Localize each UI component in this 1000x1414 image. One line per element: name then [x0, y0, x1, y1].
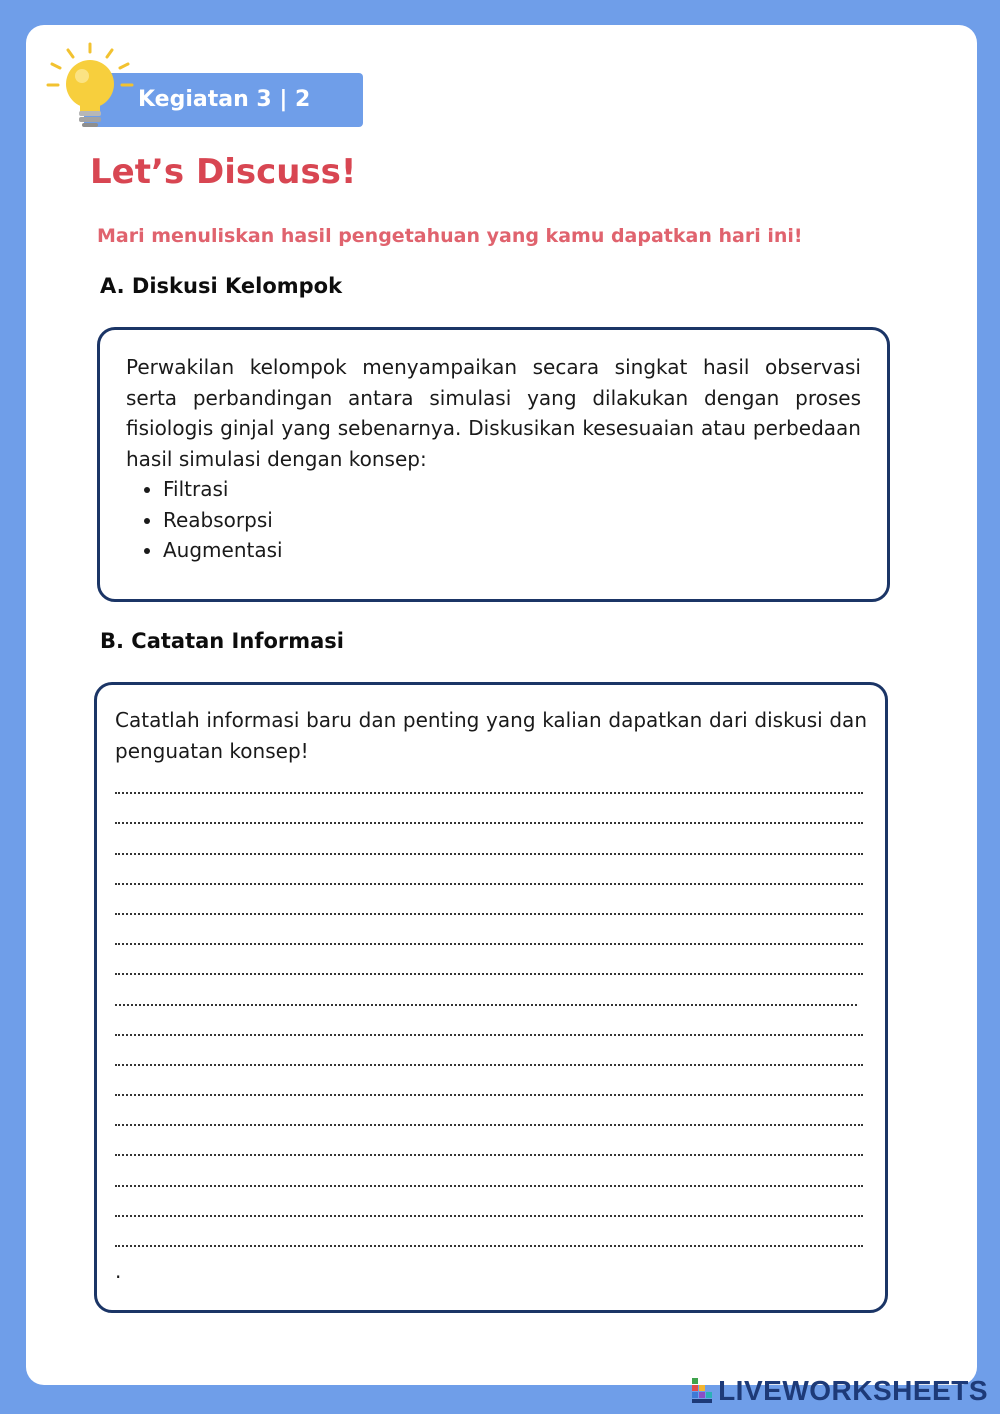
page-subtitle: Mari menuliskan hasil pengetahuan yang kamu dapatkan hari ini!	[97, 225, 803, 247]
answer-line[interactable]	[115, 804, 863, 834]
list-item: • Reabsorpsi	[163, 505, 861, 536]
answer-line[interactable]	[115, 1227, 863, 1257]
answer-line[interactable]	[115, 1016, 863, 1046]
answer-line[interactable]	[115, 985, 857, 1015]
answer-line[interactable]	[115, 1166, 863, 1196]
group-discussion-box	[97, 327, 890, 602]
answer-line[interactable]	[115, 1046, 863, 1076]
lightbulb-icon	[44, 40, 136, 132]
answer-lines	[115, 774, 867, 1283]
activity-badge: Kegiatan 3 | 2	[84, 73, 363, 127]
list-item: • Filtrasi	[163, 474, 861, 505]
answer-line[interactable]	[115, 1197, 863, 1227]
discussion-instruction: Perwakilan kelompok menyampaikan secara singkat hasil observasi serta perbandingan antara simulasi yang dilakukan dengan proses fisiologis ginjal yang sebenarnya. Diskusikan kesesuaian atau perbedaan hasil simulasi dengan konsep:	[126, 355, 861, 471]
section-b-heading: B. Catatan Informasi	[100, 629, 344, 653]
section-a-heading: A. Diskusi Kelompok	[100, 274, 343, 298]
information-notes-box	[94, 682, 888, 1313]
answer-line[interactable]	[115, 925, 863, 955]
line-end-mark: .	[115, 1259, 122, 1283]
answer-line[interactable]	[115, 1106, 863, 1136]
answer-line[interactable]	[115, 1136, 863, 1166]
answer-line[interactable]	[115, 1076, 863, 1106]
concept-list	[126, 474, 861, 566]
answer-line[interactable]	[115, 865, 863, 895]
answer-line[interactable]	[115, 774, 863, 804]
list-item: • Augmentasi	[163, 535, 861, 566]
liveworksheets-logo-icon	[692, 1378, 714, 1404]
answer-line[interactable]	[115, 834, 863, 864]
answer-line[interactable]	[115, 955, 863, 985]
page-title: Let’s Discuss!	[90, 152, 357, 192]
answer-line[interactable]	[115, 895, 863, 925]
liveworksheets-footer	[692, 1373, 988, 1409]
notes-instruction: Catatlah informasi baru dan penting yang kalian dapatkan dari diskusi dan penguatan konsep!	[115, 708, 867, 763]
brand-name: LIVEWORKSHEETS	[718, 1375, 988, 1406]
